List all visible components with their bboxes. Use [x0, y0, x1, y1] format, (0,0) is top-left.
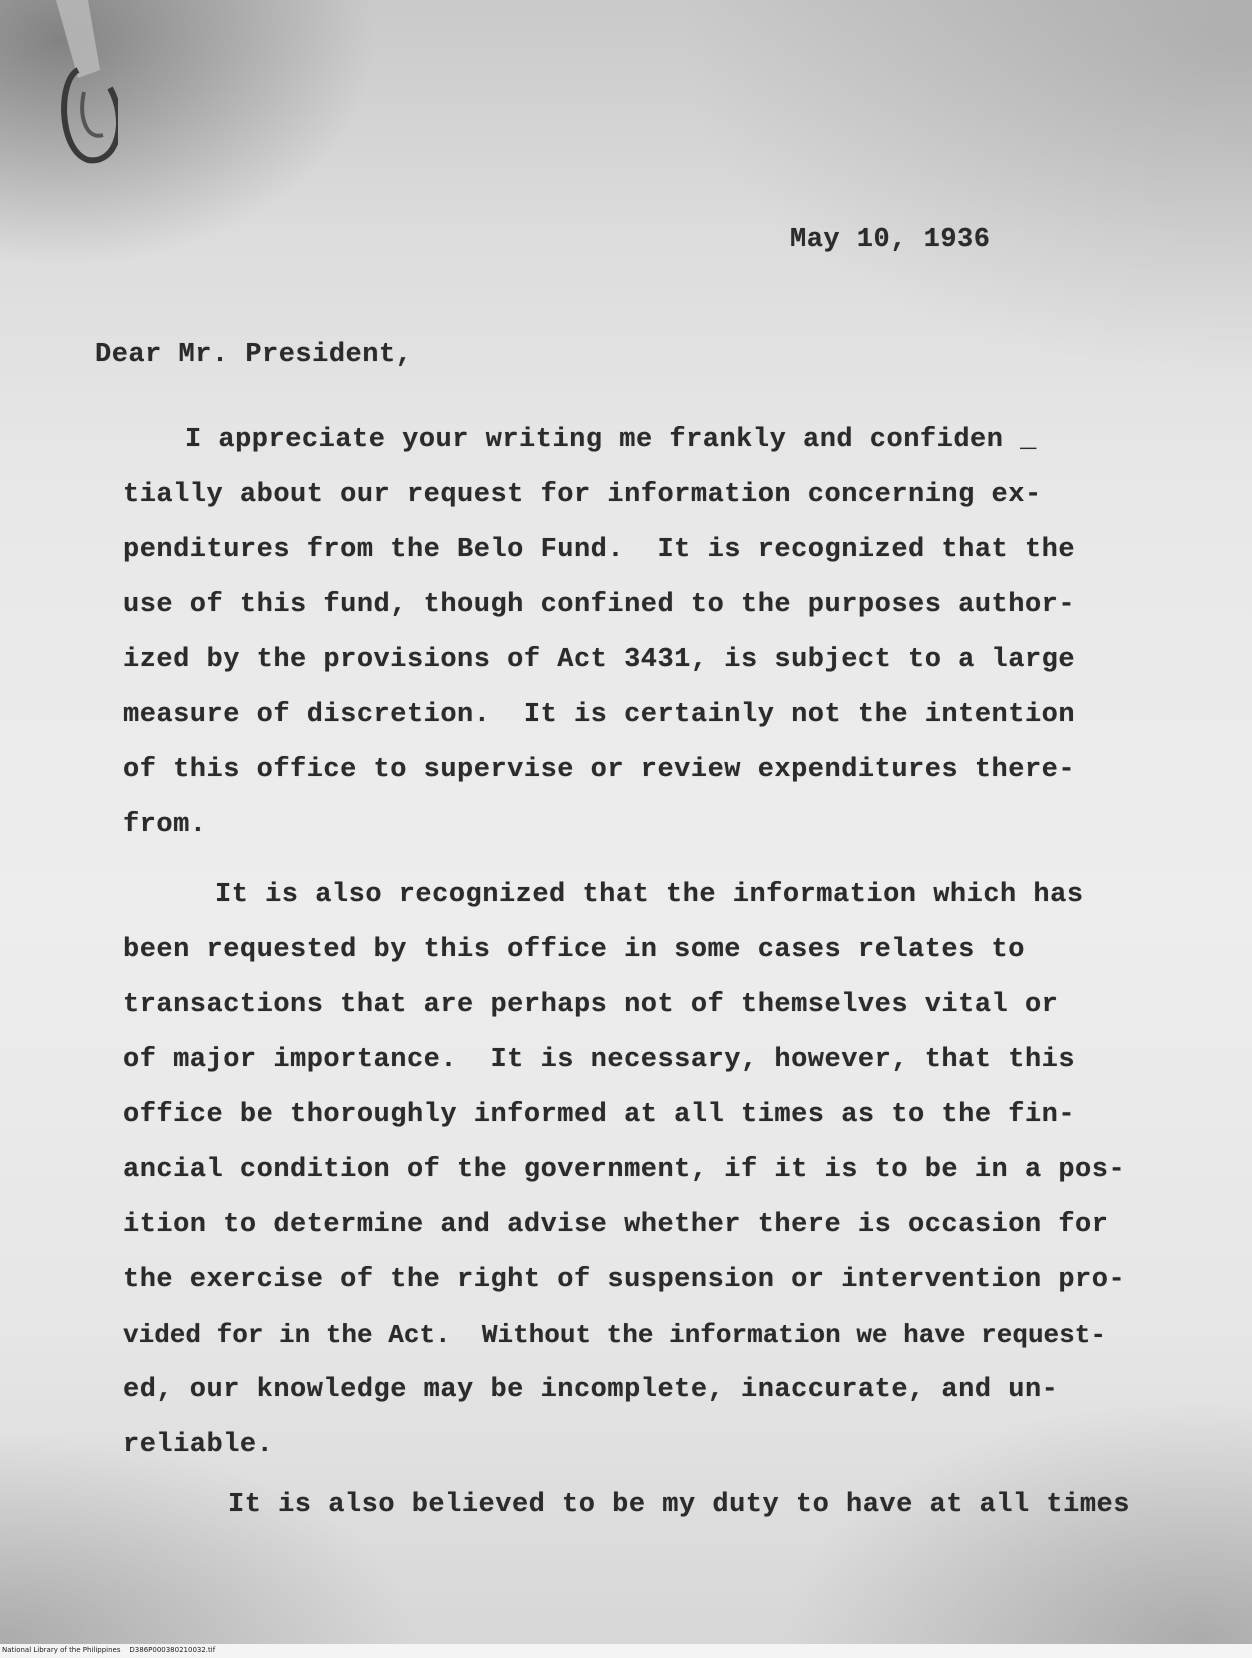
- body-line: use of this fund, though confined to the purposes author-: [123, 590, 1076, 620]
- body-line: office be thoroughly informed at all times as to the fin-: [123, 1100, 1076, 1130]
- body-line: ized by the provisions of Act 3431, is subject to a large: [123, 645, 1076, 675]
- body-line: ed, our knowledge may be incomplete, inaccurate, and un-: [123, 1375, 1059, 1405]
- body-line: ancial condition of the government, if it is to be in a pos-: [123, 1155, 1126, 1185]
- body-line: been requested by this office in some cases relates to: [123, 935, 1025, 965]
- body-line: reliable.: [123, 1430, 274, 1460]
- paper-clip: [48, 0, 118, 170]
- body-line: It is also believed to be my duty to have at all times: [228, 1490, 1130, 1520]
- body-line: penditures from the Belo Fund. It is recognized that the: [123, 535, 1076, 565]
- body-line: vided for in the Act. Without the information we have request-: [123, 1320, 1106, 1350]
- body-line: of major importance. It is necessary, however, that this: [123, 1045, 1076, 1075]
- body-line: of this office to supervise or review expenditures there-: [123, 755, 1076, 785]
- body-line: the exercise of the right of suspension or intervention pro-: [123, 1265, 1126, 1295]
- body-line: It is also recognized that the information which has: [215, 880, 1084, 910]
- salutation: Dear Mr. President,: [95, 340, 413, 370]
- body-line: I appreciate your writing me frankly and confiden _: [185, 425, 1037, 455]
- archive-note: National Library of the Philippines D386P000380210032.tif: [2, 1646, 216, 1654]
- body-line: measure of discretion. It is certainly not the intention: [123, 700, 1076, 730]
- body-line: ition to determine and advise whether there is occasion for: [123, 1210, 1109, 1240]
- body-line: transactions that are perhaps not of themselves vital or: [123, 990, 1059, 1020]
- body-line: from.: [123, 810, 207, 840]
- body-line: tially about our request for information concerning ex-: [123, 480, 1042, 510]
- letter-date: May 10, 1936: [790, 225, 991, 255]
